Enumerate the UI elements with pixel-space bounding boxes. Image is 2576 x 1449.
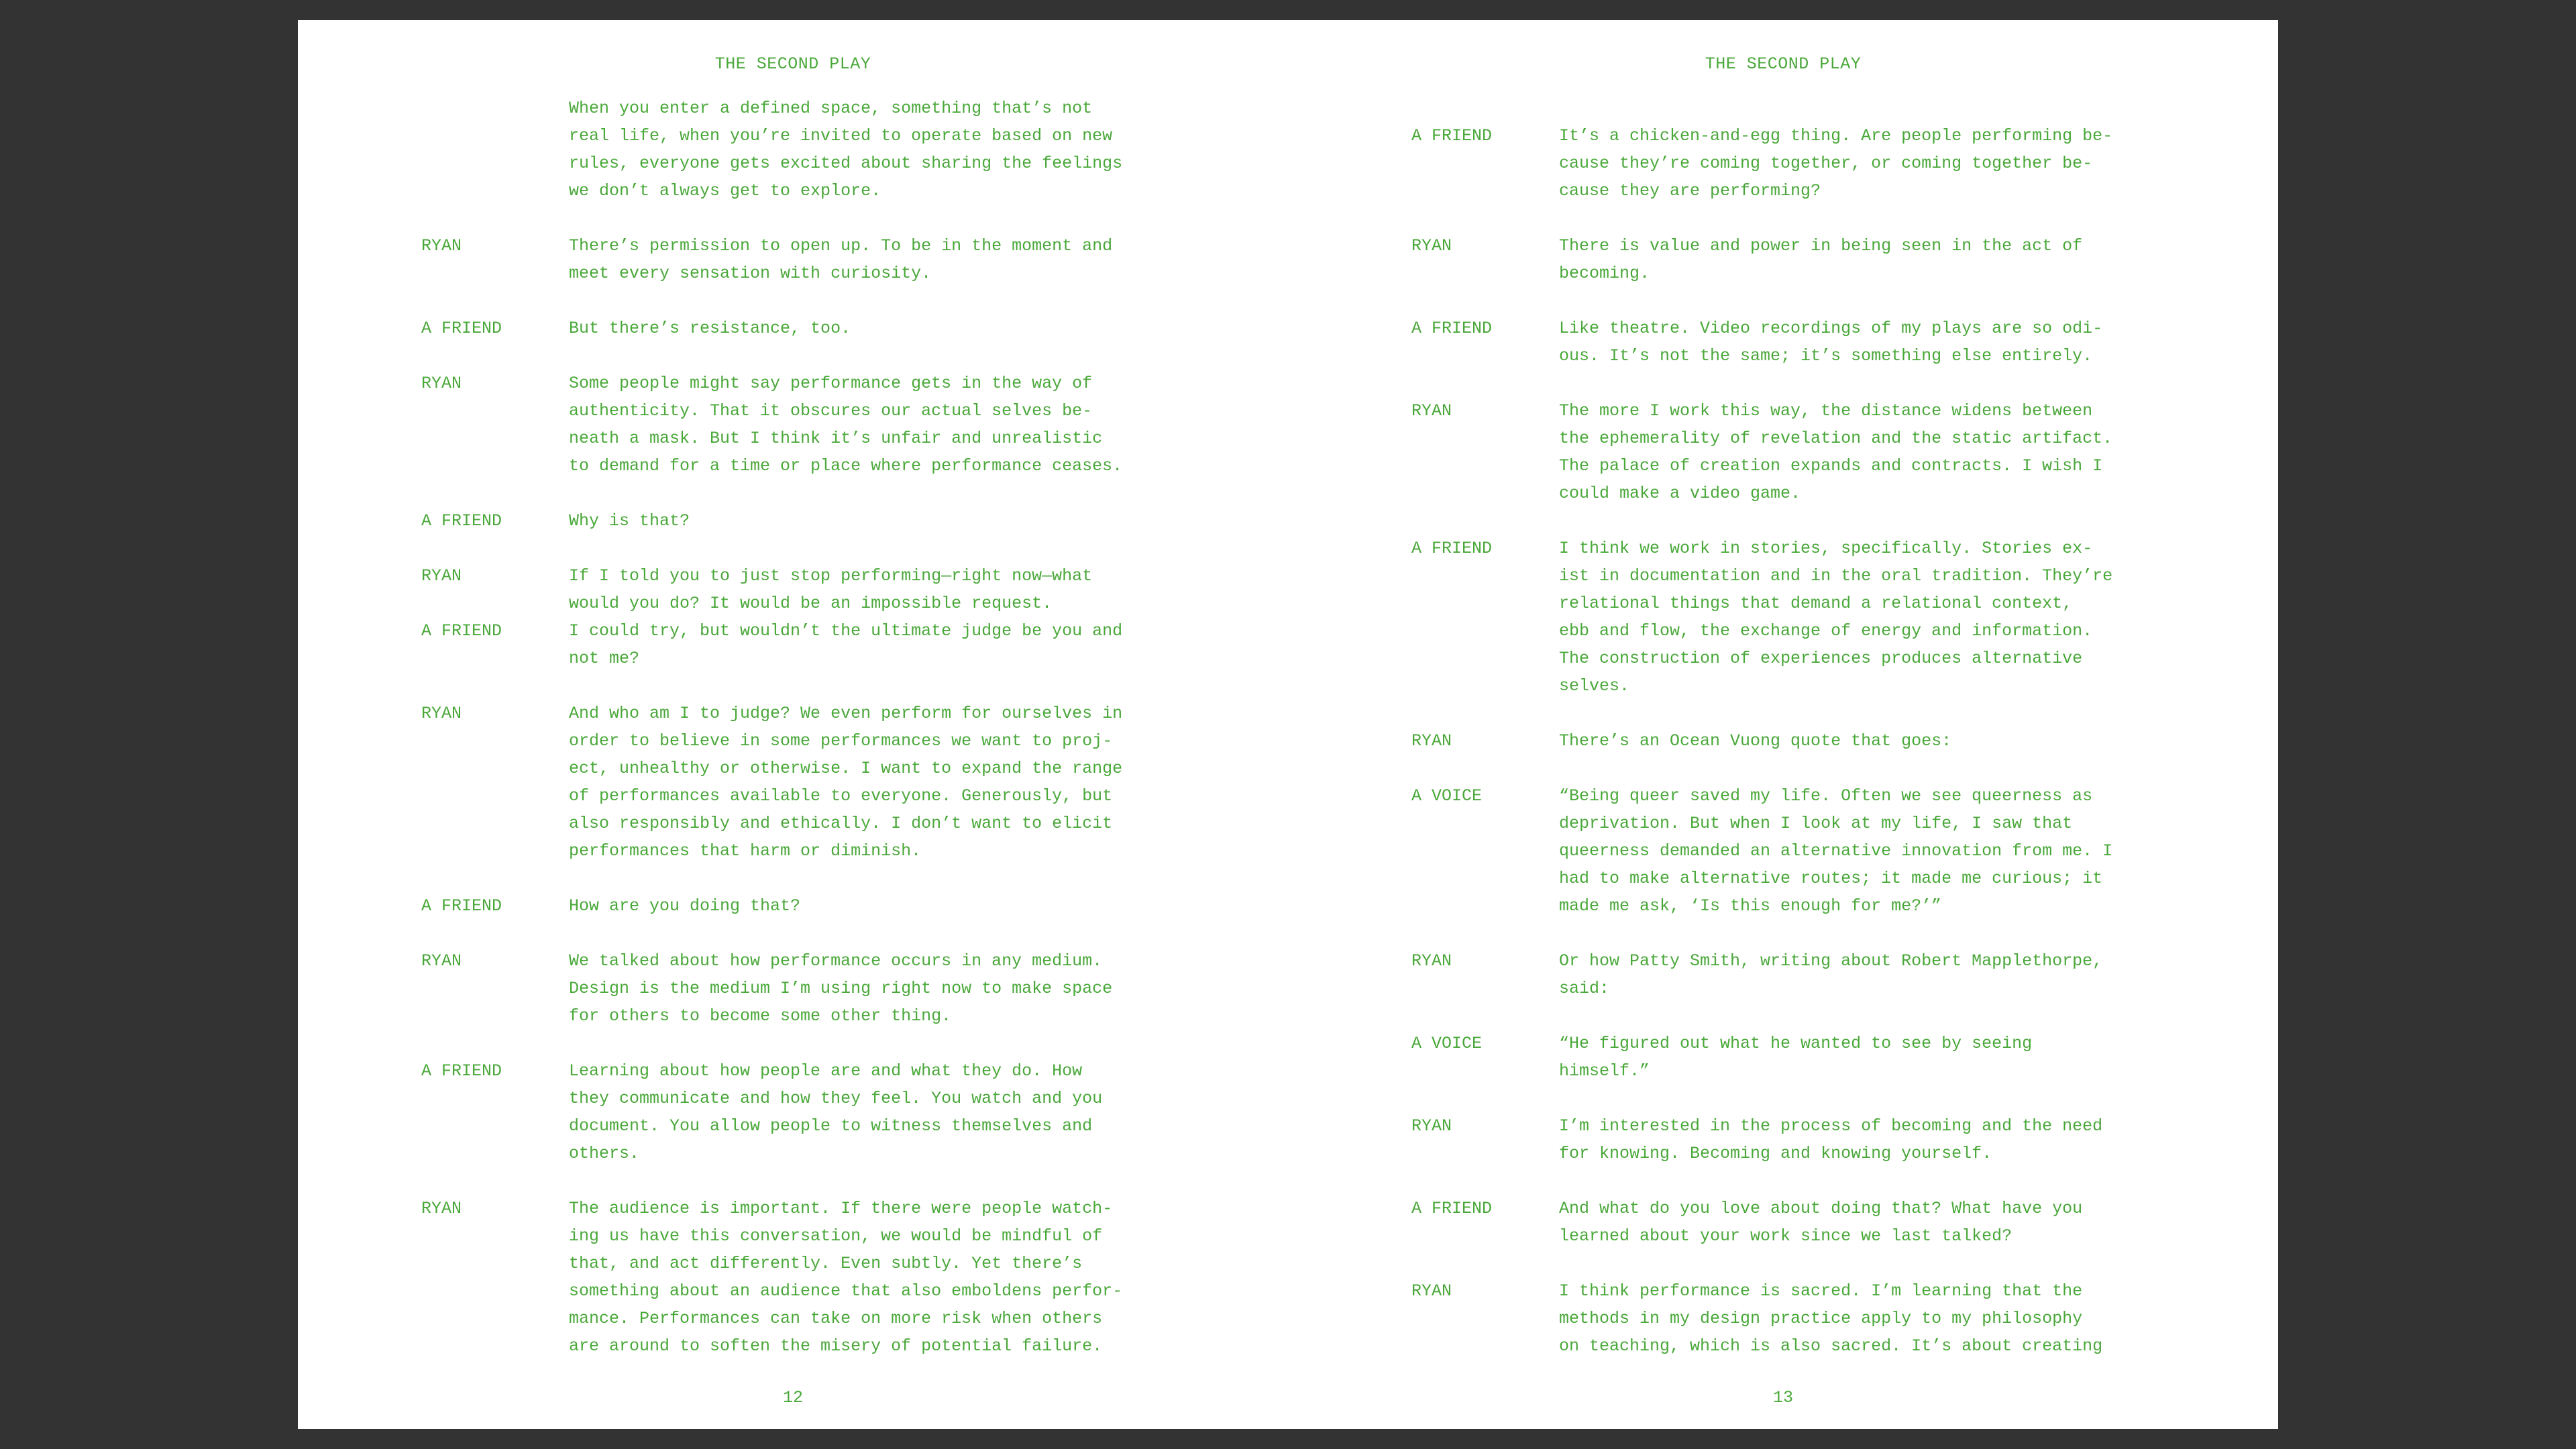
dialogue-column — [1288, 95, 2278, 1360]
speech-line: Some people might say performance gets in the way of — [569, 374, 1093, 393]
speaker-name: RYAN — [421, 566, 462, 586]
speech-line: on teaching, which is also sacred. It’s about creating — [1559, 1336, 2103, 1356]
speech-line: I think performance is sacred. I’m learning that the — [1559, 1281, 2083, 1301]
speaker-name: RYAN — [421, 374, 462, 393]
speech-line: had to make alternative routes; it made me curious; it — [1559, 869, 2103, 888]
speech-line: ect, unhealthy or otherwise. I want to expand the range — [569, 759, 1123, 778]
speaker-name: RYAN — [1411, 401, 1452, 421]
speaker-name: RYAN — [1411, 1116, 1452, 1136]
speaker-name: A VOICE — [1411, 1034, 1483, 1053]
speech-line: methods in my design practice apply to my philosophy — [1559, 1309, 2083, 1328]
speech-text — [1559, 782, 2149, 920]
speech-text — [569, 1057, 1159, 1167]
dialogue-line — [298, 947, 1288, 1030]
speech-text — [1559, 122, 2149, 205]
speech-line: that, and act differently. Even subtly. Yet there’s — [569, 1254, 1083, 1273]
speech-line: something about an audience that also emboldens perfor- — [569, 1281, 1123, 1301]
speech-line: said: — [1559, 979, 1610, 998]
speech-line: cause they are performing? — [1559, 181, 1821, 201]
speech-line: When you enter a defined space, something that’s not — [569, 99, 1093, 118]
speech-line: they communicate and how they feel. You watch and you — [569, 1089, 1103, 1108]
dialogue-line — [298, 95, 1288, 205]
speech-line: meet every sensation with curiosity. — [569, 264, 932, 283]
speech-line: order to believe in some performances we want to proj- — [569, 731, 1113, 751]
speech-line: document. You allow people to witness themselves and — [569, 1116, 1093, 1136]
speech-text — [569, 232, 1159, 287]
speech-line: real life, when you’re invited to operate based on new — [569, 126, 1113, 146]
speech-line: relational things that demand a relational context, — [1559, 594, 2073, 613]
speech-line: How are you doing that? — [569, 896, 801, 916]
speech-text — [1559, 1277, 2149, 1360]
speech-text — [569, 315, 1159, 342]
speaker-name: A FRIEND — [421, 1061, 502, 1081]
speech-line: I could try, but wouldn’t the ultimate judge be you and — [569, 621, 1123, 641]
speech-line: neath a mask. But I think it’s unfair and unrealistic — [569, 429, 1103, 448]
speech-line: It’s a chicken-and-egg thing. Are people performing be- — [1559, 126, 2113, 146]
dialogue-line — [298, 232, 1288, 287]
dialogue-line — [298, 370, 1288, 480]
dialogue-line — [298, 315, 1288, 342]
dialogue-line — [1288, 1195, 2278, 1250]
dialogue-line — [1288, 1030, 2278, 1085]
speech-line: for knowing. Becoming and knowing yourself. — [1559, 1144, 1992, 1163]
speech-text — [569, 95, 1159, 205]
speaker-name: RYAN — [421, 236, 462, 256]
speech-line: mance. Performances can take on more risk when others — [569, 1309, 1103, 1328]
speech-line: Design is the medium I’m using right now to make space — [569, 979, 1113, 998]
speech-line: rules, everyone gets excited about sharing the feelings — [569, 154, 1123, 173]
speech-line: Why is that? — [569, 511, 690, 531]
running-head: THE SECOND PLAY — [714, 54, 871, 74]
speech-line: are around to soften the misery of potential failure. — [569, 1336, 1103, 1356]
speech-line: The audience is important. If there were people watch- — [569, 1199, 1113, 1218]
speech-line: made me ask, ‘Is this enough for me?’” — [1559, 896, 1942, 916]
speech-line: himself.” — [1559, 1061, 1650, 1081]
dialogue-line — [1288, 397, 2278, 507]
dialogue-line — [1288, 947, 2278, 1002]
speech-text — [569, 370, 1159, 480]
speech-line: cause they’re coming together, or coming together be- — [1559, 154, 2093, 173]
dialogue-line — [298, 562, 1288, 617]
speech-text — [1559, 1030, 2149, 1085]
speech-line: ous. It’s not the same; it’s something else entirely. — [1559, 346, 2093, 366]
book-spread — [298, 20, 2278, 1429]
speech-line: And who am I to judge? We even perform for ourselves in — [569, 704, 1123, 723]
speaker-name: A FRIEND — [421, 621, 502, 641]
speech-line: There’s an Ocean Vuong quote that goes: — [1559, 731, 1952, 751]
speech-line: If I told you to just stop performing—right now—what — [569, 566, 1093, 586]
speech-line: ebb and flow, the exchange of energy and information. — [1559, 621, 2093, 641]
speech-line: ist in documentation and in the oral tradition. They’re — [1559, 566, 2113, 586]
dialogue-line — [1288, 1277, 2278, 1360]
speaker-name: RYAN — [421, 951, 462, 971]
speech-line: for others to become some other thing. — [569, 1006, 952, 1026]
speech-text — [1559, 535, 2149, 700]
speech-line: Like theatre. Video recordings of my plays are so odi- — [1559, 319, 2103, 338]
speech-line: The more I work this way, the distance widens between — [1559, 401, 2093, 421]
speech-text — [1559, 315, 2149, 370]
dialogue-line — [298, 700, 1288, 865]
speech-text — [569, 947, 1159, 1030]
speech-line: I think we work in stories, specifically. Stories ex- — [1559, 539, 2093, 558]
speaker-name: RYAN — [421, 704, 462, 723]
page-right — [1288, 20, 2278, 1429]
dialogue-line — [1288, 727, 2278, 755]
speaker-name: A VOICE — [1411, 786, 1483, 806]
dialogue-line — [298, 892, 1288, 920]
speech-line: of performances available to everyone. Generously, but — [569, 786, 1113, 806]
speech-text — [1559, 1112, 2149, 1167]
speech-text — [569, 617, 1159, 672]
page-number: 12 — [782, 1388, 803, 1407]
speech-text — [569, 700, 1159, 865]
speech-line: would you do? It would be an impossible request. — [569, 594, 1053, 613]
speech-line: performances that harm or diminish. — [569, 841, 922, 861]
speech-line: not me? — [569, 649, 640, 668]
speech-line: But there’s resistance, too. — [569, 319, 851, 338]
speaker-name: A FRIEND — [421, 319, 502, 338]
speech-line: queerness demanded an alternative innovation from me. I — [1559, 841, 2113, 861]
speaker-name: A FRIEND — [421, 896, 502, 916]
speaker-name: A FRIEND — [1411, 539, 1493, 558]
dialogue-line — [1288, 535, 2278, 700]
speech-line: I’m interested in the process of becoming and the need — [1559, 1116, 2103, 1136]
dialogue-line — [298, 617, 1288, 672]
speech-text — [569, 507, 1159, 535]
speech-line: could make a video game. — [1559, 484, 1801, 503]
speech-line: deprivation. But when I look at my life, I saw that — [1559, 814, 2073, 833]
dialogue-line — [298, 1057, 1288, 1167]
speech-line: selves. — [1559, 676, 1630, 696]
speech-line: “He figured out what he wanted to see by seeing — [1559, 1034, 2033, 1053]
speech-line: we don’t always get to explore. — [569, 181, 881, 201]
speaker-name: A FRIEND — [1411, 1199, 1493, 1218]
speech-text — [1559, 232, 2149, 287]
speaker-name: A FRIEND — [1411, 319, 1493, 338]
speech-line: We talked about how performance occurs in any medium. — [569, 951, 1103, 971]
dialogue-line — [1288, 315, 2278, 370]
dialogue-line — [1288, 232, 2278, 287]
speech-line: ing us have this conversation, we would be mindful of — [569, 1226, 1103, 1246]
speech-line: others. — [569, 1144, 640, 1163]
dialogue-line — [1288, 782, 2278, 920]
speech-line: “Being queer saved my life. Often we see queerness as — [1559, 786, 2093, 806]
speaker-name: RYAN — [1411, 731, 1452, 751]
speech-line: learned about your work since we last talked? — [1559, 1226, 2012, 1246]
speech-line: becoming. — [1559, 264, 1650, 283]
speech-line: The construction of experiences produces alternative — [1559, 649, 2083, 668]
speaker-name: RYAN — [1411, 1281, 1452, 1301]
speech-text — [1559, 947, 2149, 1002]
speaker-name: A FRIEND — [421, 511, 502, 531]
speech-text — [569, 1195, 1159, 1360]
speech-line: The palace of creation expands and contracts. I wish I — [1559, 456, 2103, 476]
dialogue-line — [1288, 122, 2278, 205]
speech-line: also responsibly and ethically. I don’t want to elicit — [569, 814, 1113, 833]
speech-line: Learning about how people are and what they do. How — [569, 1061, 1083, 1081]
dialogue-line — [1288, 1112, 2278, 1167]
speaker-name: A FRIEND — [1411, 126, 1493, 146]
speech-line: Or how Patty Smith, writing about Robert Mapplethorpe, — [1559, 951, 2103, 971]
speech-line: authenticity. That it obscures our actual selves be- — [569, 401, 1093, 421]
speaker-name: RYAN — [1411, 951, 1452, 971]
dialogue-line — [298, 1195, 1288, 1360]
speech-text — [569, 562, 1159, 617]
speech-text — [569, 892, 1159, 920]
speaker-name: RYAN — [421, 1199, 462, 1218]
speech-line: And what do you love about doing that? What have you — [1559, 1199, 2083, 1218]
dialogue-line — [298, 507, 1288, 535]
speech-text — [1559, 1195, 2149, 1250]
dialogue-column — [298, 95, 1288, 1360]
speech-line: to demand for a time or place where performance ceases. — [569, 456, 1123, 476]
page-left — [298, 20, 1288, 1429]
page-number: 13 — [1772, 1388, 1793, 1407]
speech-text — [1559, 397, 2149, 507]
speech-text — [1559, 727, 2149, 755]
speaker-name: RYAN — [1411, 236, 1452, 256]
speech-line: There’s permission to open up. To be in the moment and — [569, 236, 1113, 256]
speech-line: There is value and power in being seen in the act of — [1559, 236, 2083, 256]
speech-line: the ephemerality of revelation and the static artifact. — [1559, 429, 2113, 448]
running-head: THE SECOND PLAY — [1705, 54, 1862, 74]
